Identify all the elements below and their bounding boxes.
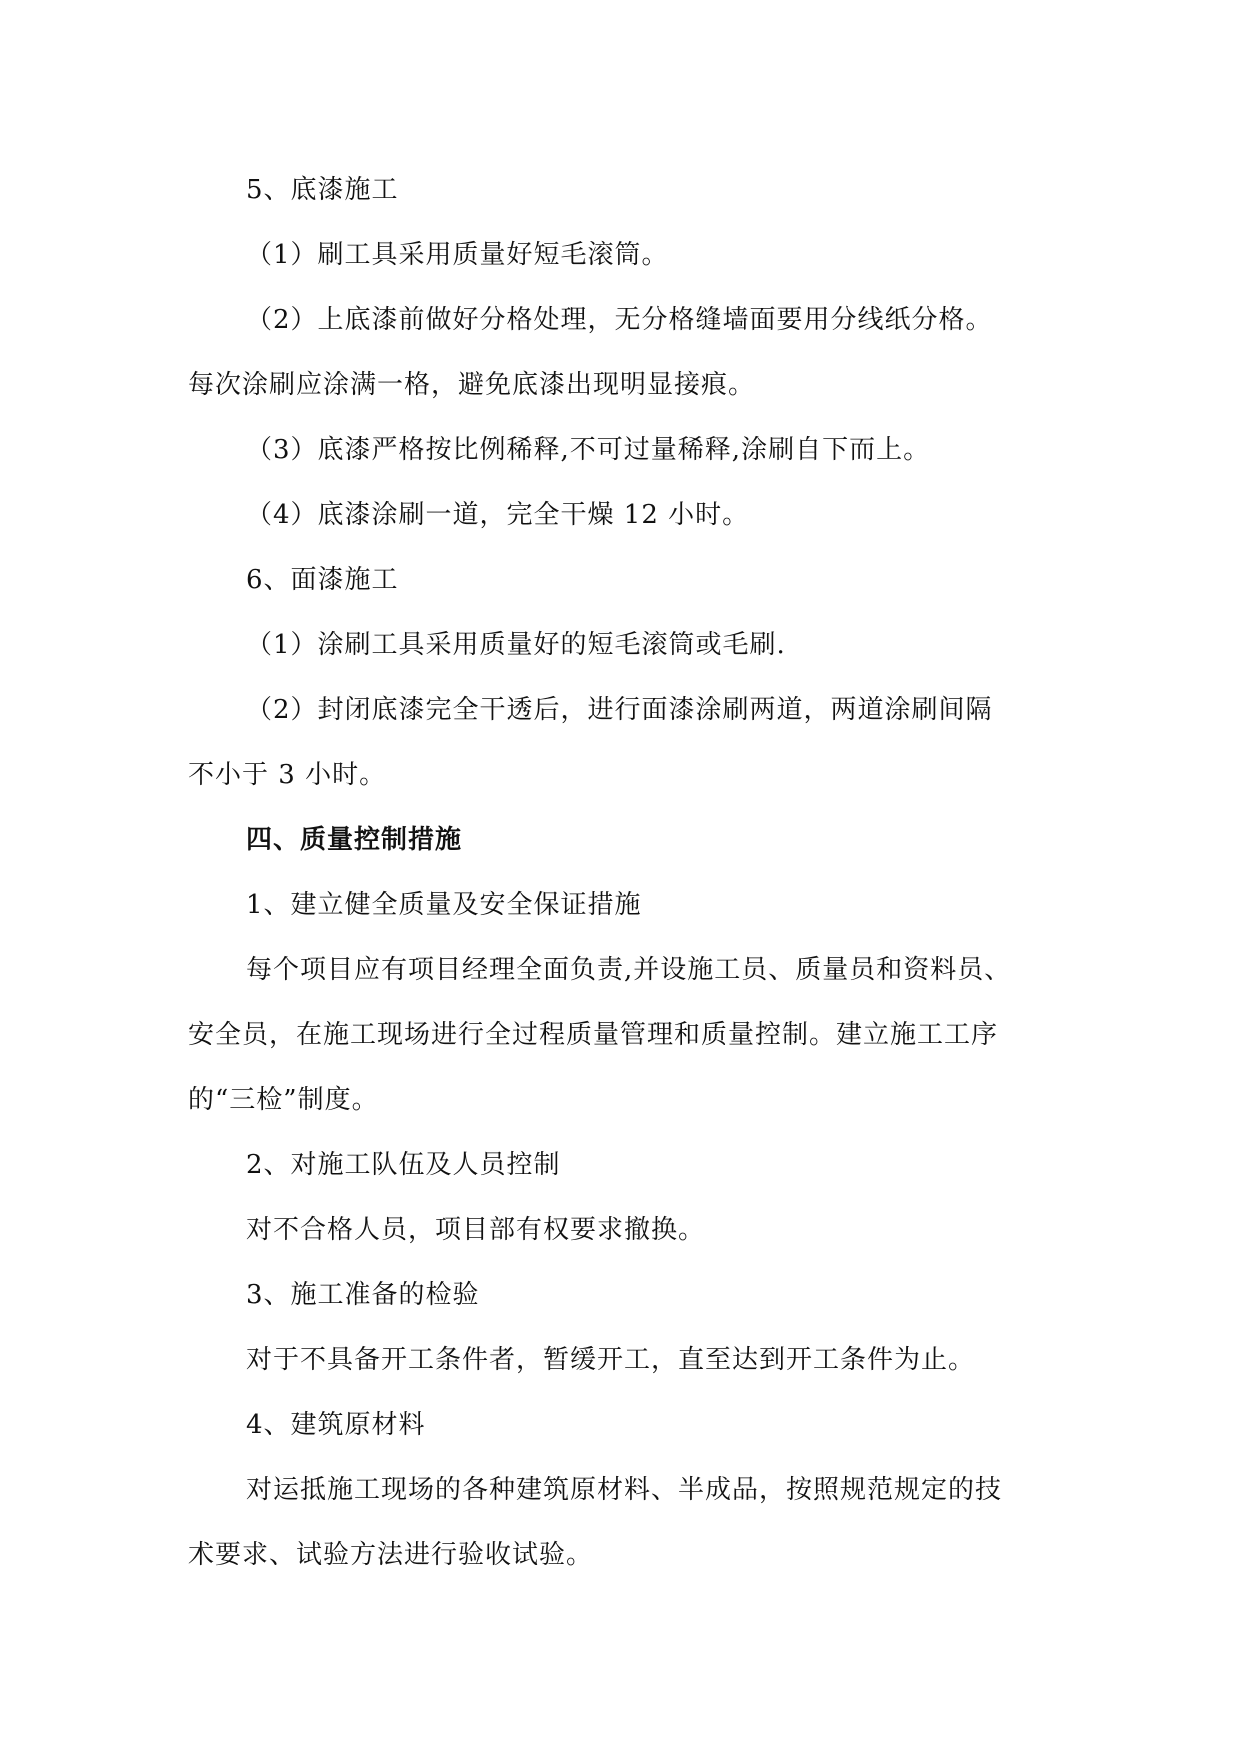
paragraph-line: 对于不具备开工条件者，暂缓开工，直至达到开工条件为止。	[246, 1345, 976, 1375]
paragraph-line: 术要求、试验方法进行验收试验。	[188, 1540, 594, 1570]
paragraph-line: （1）刷工具采用质量好短毛滚筒。	[246, 240, 669, 270]
paragraph-line: 对不合格人员，项目部有权要求撤换。	[246, 1215, 706, 1245]
section-heading-personnel: 2、对施工队伍及人员控制	[246, 1150, 561, 1180]
paragraph-line: （2）上底漆前做好分格处理，无分格缝墙面要用分线纸分格。	[246, 305, 993, 335]
document-body	[188, 158, 1058, 1588]
section-heading-quality-safety: 1、建立健全质量及安全保证措施	[246, 890, 642, 920]
paragraph-line: （4）底漆涂刷一道，完全干燥 12 小时。	[246, 500, 750, 530]
paragraph-line: 不小于 3 小时。	[188, 760, 387, 790]
paragraph-line: 安全员，在施工现场进行全过程质量管理和质量控制。建立施工工序	[188, 1020, 999, 1050]
paragraph-line: 每次涂刷应涂满一格，避免底漆出现明显接痕。	[188, 370, 756, 400]
paragraph-line: 每个项目应有项目经理全面负责,并设施工员、质量员和资料员、	[246, 955, 1012, 985]
paragraph-line: 对运抵施工现场的各种建筑原材料、半成品，按照规范规定的技	[246, 1475, 1003, 1505]
chapter-heading-quality-control: 四、质量控制措施	[246, 825, 463, 855]
paragraph-line: （1）涂刷工具采用质量好的短毛滚筒或毛刷.	[246, 630, 786, 660]
section-heading-materials: 4、建筑原材料	[246, 1410, 426, 1440]
paragraph-line: （2）封闭底漆完全干透后，进行面漆涂刷两道，两道涂刷间隔	[246, 695, 993, 725]
paragraph-line: （3）底漆严格按比例稀释,不可过量稀释,涂刷自下而上。	[246, 435, 931, 465]
section-heading-primer: 5、底漆施工	[246, 175, 399, 205]
section-heading-preparation: 3、施工准备的检验	[246, 1280, 480, 1310]
section-heading-topcoat: 6、面漆施工	[246, 565, 399, 595]
paragraph-line: 的“三检”制度。	[188, 1085, 379, 1115]
